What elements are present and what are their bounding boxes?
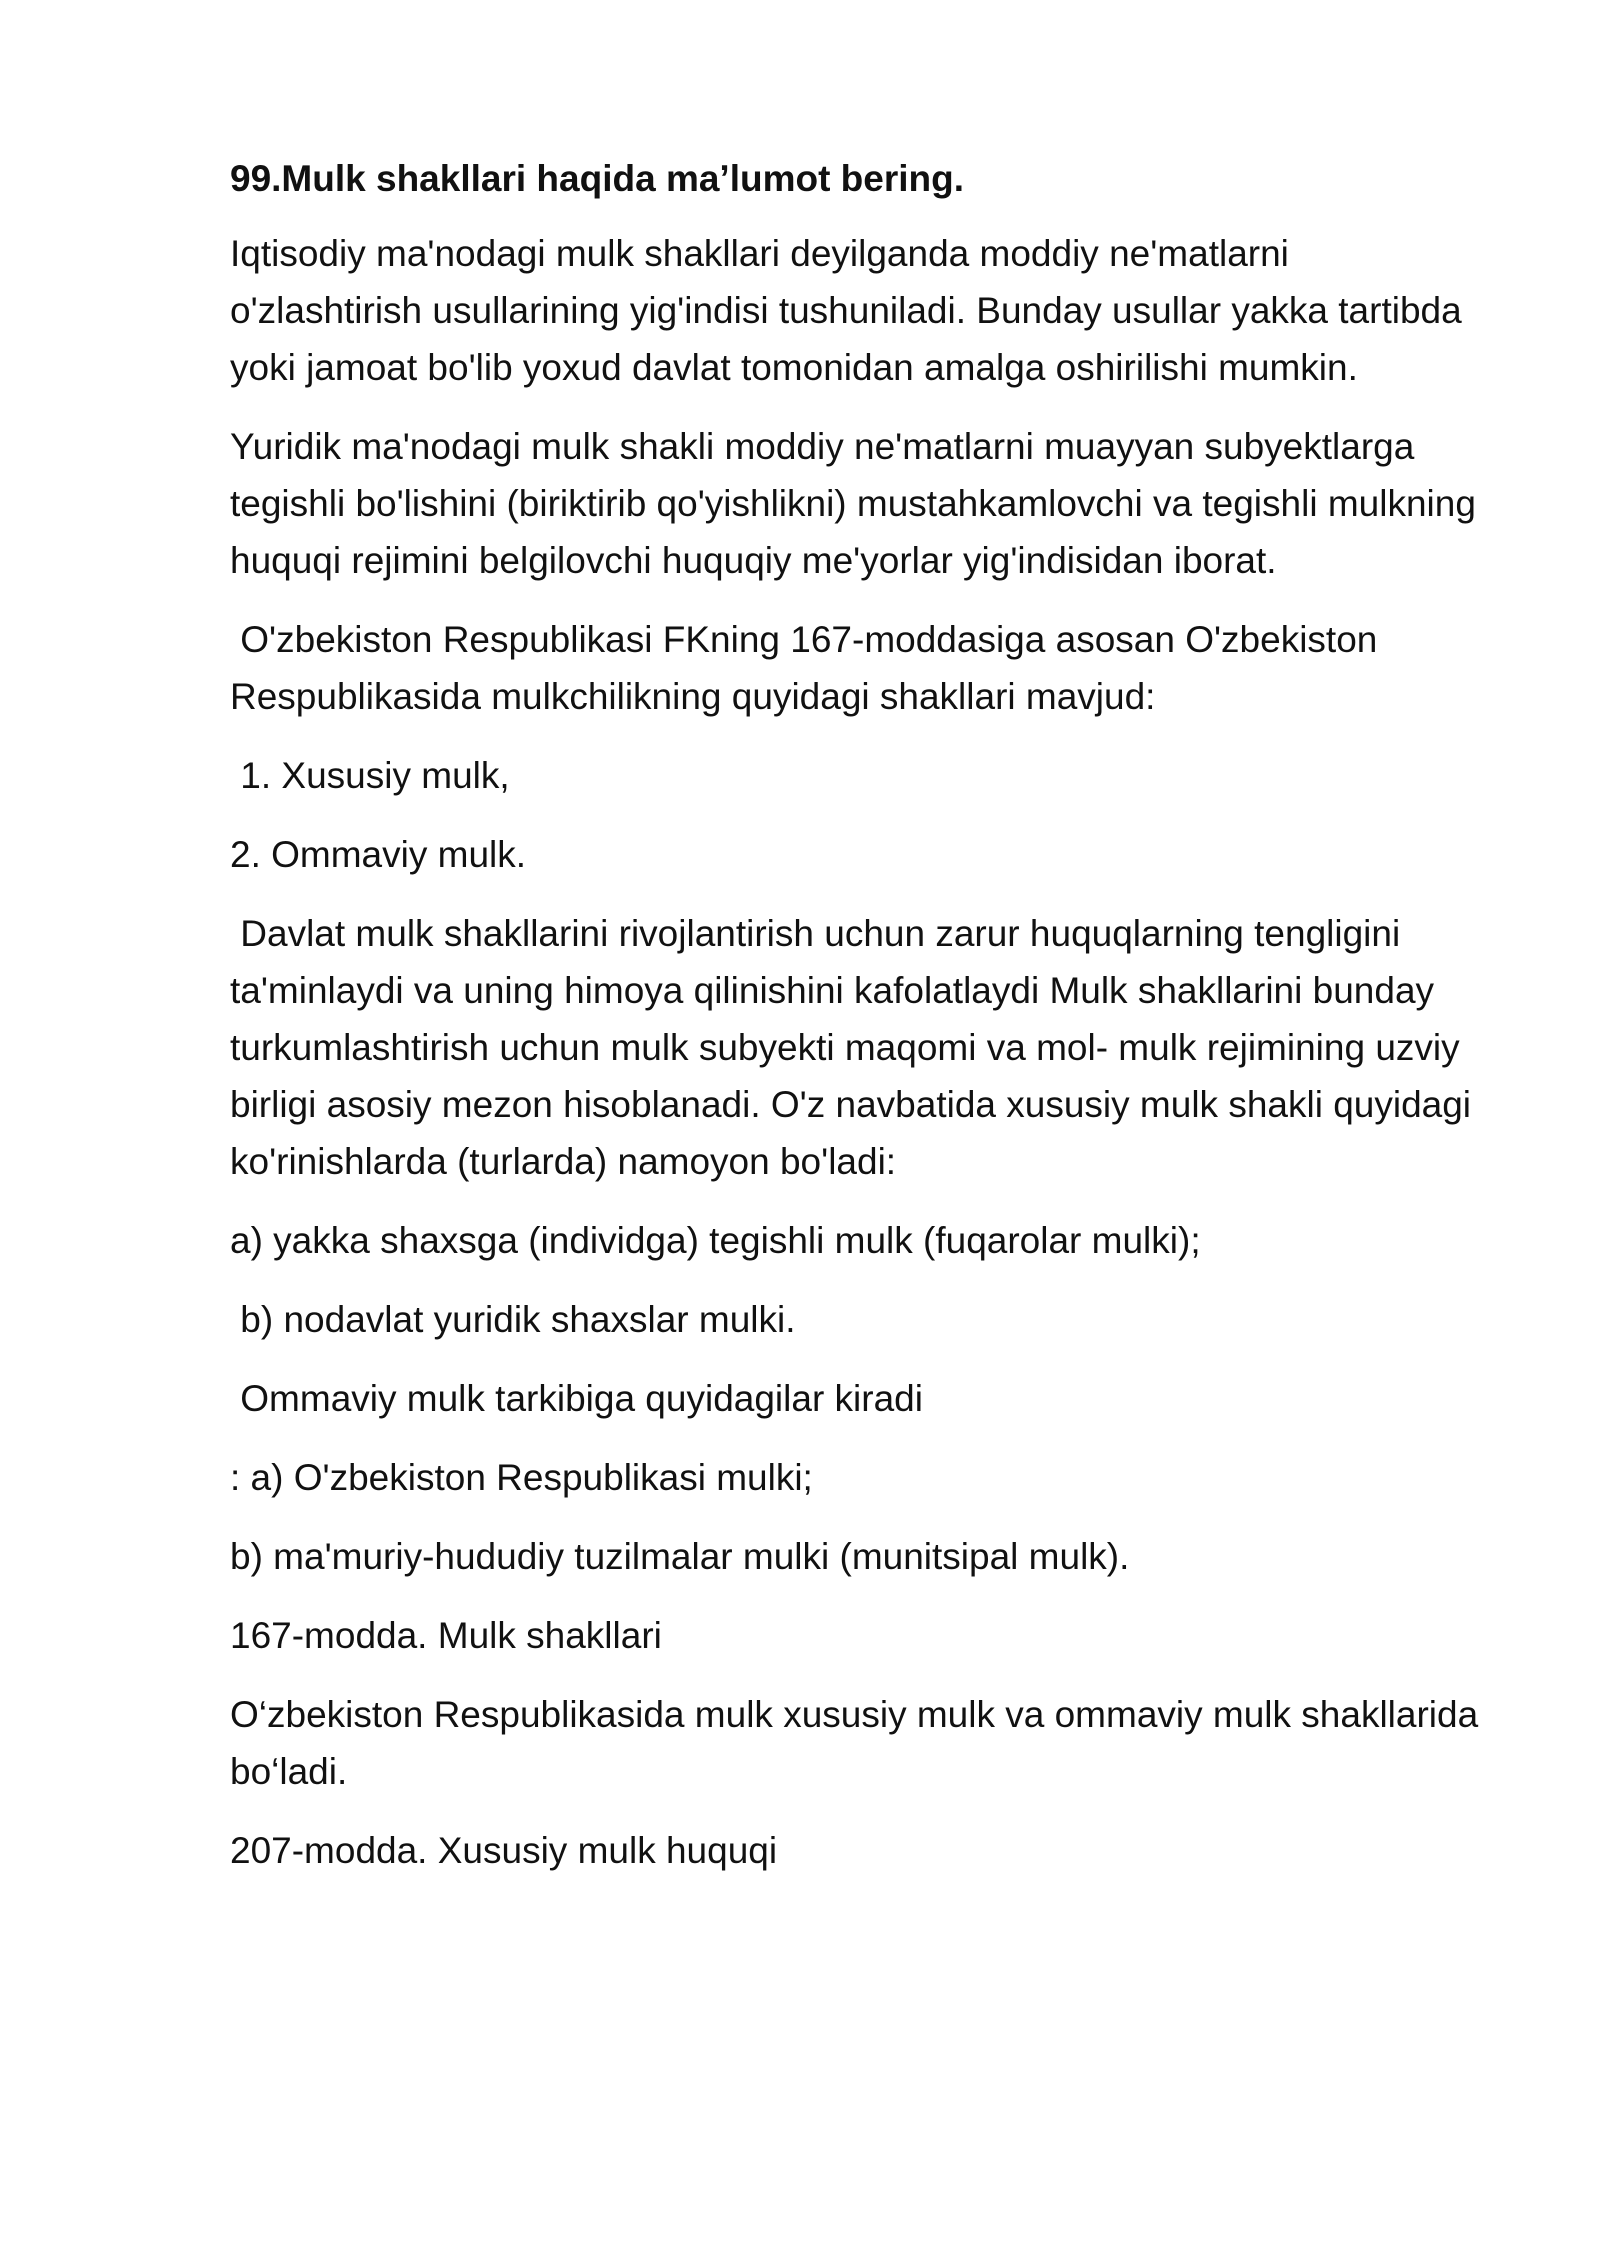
list-item-public-property: 2. Ommaviy mulk.: [230, 834, 527, 875]
paragraph-public-property-composition: Ommaviy mulk tarkibiga quyidagilar kiradi: [230, 1378, 923, 1419]
paragraph-legal-meaning: Yuridik ma'nodagi mulk shakli moddiy ne'matlarni muayyan subyektlarga tegishli bo'lishini (biriktirib qo'yishlikni) mustahkamlovchi va tegishli mulkning huquqi rejimini belgilovchi huquqiy me'yorlar yig'indisidan iborat.: [230, 426, 1487, 581]
list-item-republic-property: : a) O'zbekiston Respublikasi mulki;: [230, 1457, 813, 1498]
document-page: [230, 150, 1489, 1901]
list-item-individual-property: a) yakka shaxsga (individga) tegishli mulk (fuqarolar mulki);: [230, 1220, 1201, 1261]
paragraph-civil-code-167: O'zbekiston Respublikasi FKning 167-moddasiga asosan O'zbekiston Respublikasida mulkchilikning quyidagi shakllari mavjud:: [230, 619, 1388, 717]
article-heading-207: 207-modda. Xususiy mulk huquqi: [230, 1830, 778, 1871]
list-item-private-property: 1. Xususiy mulk,: [230, 755, 510, 796]
paragraph-article-167-text: O‘zbekiston Respublikasida mulk xususiy mulk va ommaviy mulk shakllarida bo‘ladi.: [230, 1694, 1489, 1792]
paragraph-economic-meaning: Iqtisodiy ma'nodagi mulk shakllari deyilganda moddiy ne'matlarni o'zlashtirish usullarining yig'indisi tushuniladi. Bunday usullar yakka tartibda yoki jamoat bo'lib yoxud davlat tomonidan amalga oshirilishi mumkin.: [230, 233, 1472, 388]
article-heading-167: 167-modda. Mulk shakllari: [230, 1615, 662, 1656]
document-title: 99.Mulk shakllari haqida ma’lumot bering.: [230, 158, 965, 199]
list-item-nonstate-legal-entities: b) nodavlat yuridik shaxslar mulki.: [230, 1299, 796, 1340]
paragraph-state-guarantee: Davlat mulk shakllarini rivojlantirish uchun zarur huquqlarning tengligini ta'minlaydi va uning himoya qilinishini kafolatlaydi Mulk shakllarini bunday turkumlashtirish uchun mulk subyekti maqomi va mol- mulk rejimining uzviy birligi asosiy mezon hisoblanadi. O'z navbatida xususiy mulk shakli quyidagi ko'rinishlarda (turlarda) namoyon bo'ladi:: [230, 913, 1482, 1182]
list-item-municipal-property: b) ma'muriy-hududiy tuzilmalar mulki (munitsipal mulk).: [230, 1536, 1130, 1577]
